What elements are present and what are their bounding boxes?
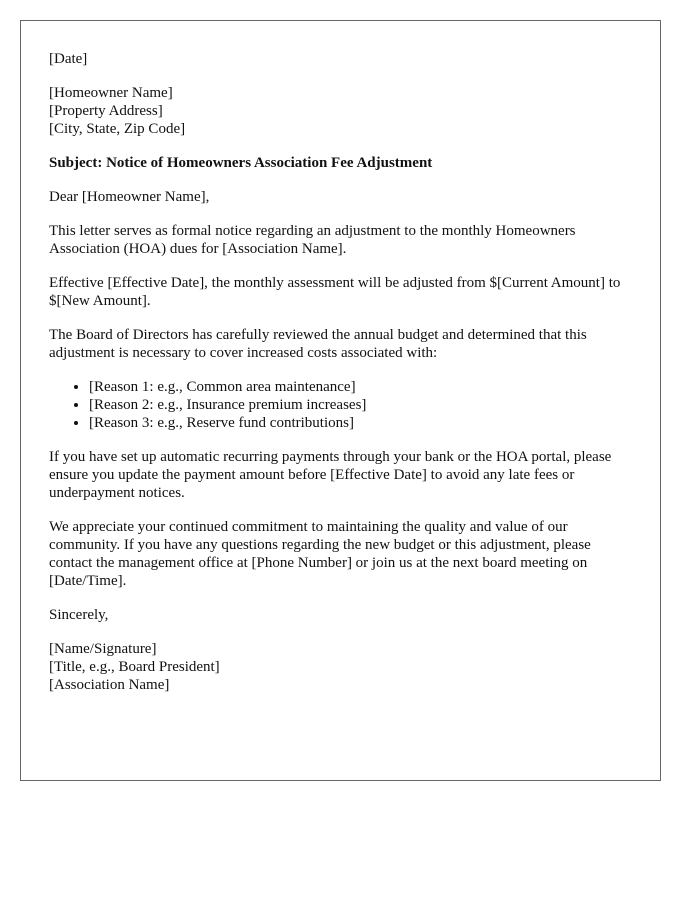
letter-page — [20, 20, 661, 781]
signature-name: [Name/Signature] — [49, 641, 157, 657]
letter-salutation: Dear [Homeowner Name], — [49, 189, 210, 205]
paragraph-payment-update: If you have set up automatic recurring payments through your bank or the HOA portal, please ensure you update the payment amount before [Effective Date] to avoid any late fees or underpayment notices. — [49, 449, 612, 501]
signature-title: [Title, e.g., Board President] — [49, 659, 220, 675]
list-item: • [Reason 1: e.g., Common area maintenance] — [89, 378, 632, 396]
signature-block — [49, 640, 632, 694]
letter-signoff: Sincerely, — [49, 607, 109, 623]
paragraph-appreciation: We appreciate your continued commitment to maintaining the quality and value of our community. If you have any questions regarding the new budget or this adjustment, please contact the management office at [Phone Number] or join us at the next board meeting on [Date/Time]. — [49, 519, 591, 589]
recipient-address: [Property Address] — [49, 103, 163, 119]
paragraph-notice: This letter serves as formal notice regarding an adjustment to the monthly Homeowners Association (HOA) dues for [Association Name]. — [49, 223, 576, 257]
letter-subject: Subject: Notice of Homeowners Association Fee Adjustment — [49, 155, 433, 171]
signature-association: [Association Name] — [49, 677, 170, 693]
reasons-list — [49, 378, 632, 432]
recipient-name: [Homeowner Name] — [49, 85, 173, 101]
paragraph-board-review: The Board of Directors has carefully reviewed the annual budget and determined that this adjustment is necessary to cover increased costs associated with: — [49, 327, 587, 361]
date-line — [49, 50, 632, 68]
list-item: • [Reason 2: e.g., Insurance premium increases] — [89, 396, 632, 414]
letter-date: [Date] — [49, 51, 88, 67]
recipient-city-state-zip: [City, State, Zip Code] — [49, 121, 186, 137]
list-item: • [Reason 3: e.g., Reserve fund contributions] — [89, 414, 632, 432]
paragraph-effective-date: Effective [Effective Date], the monthly assessment will be adjusted from $[Current Amount] to $[New Amount]. — [49, 275, 621, 309]
recipient-address-block — [49, 84, 632, 138]
